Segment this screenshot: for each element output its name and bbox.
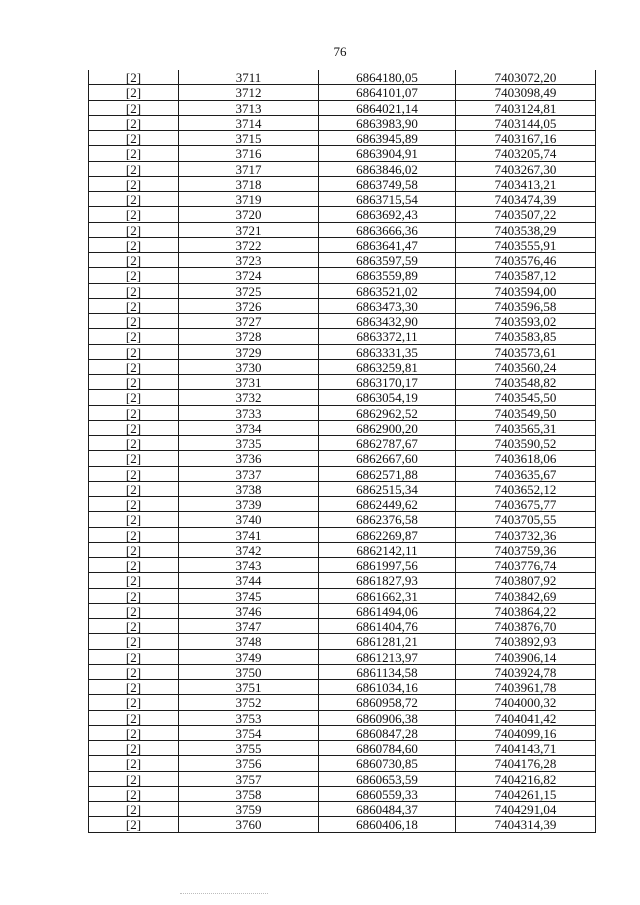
table-row [89, 253, 596, 268]
table-row [89, 604, 596, 619]
x-coordinate-cell: 6862142,11 [319, 543, 456, 557]
x-coordinate-cell: 6861997,56 [319, 558, 456, 572]
marker-cell: [2] [89, 162, 179, 176]
point-number-cell: 3746 [179, 604, 319, 618]
table-row [89, 360, 596, 375]
point-number-cell: 3729 [179, 345, 319, 359]
marker-cell: [2] [89, 436, 179, 450]
marker-cell: [2] [89, 756, 179, 770]
point-number-cell: 3747 [179, 619, 319, 633]
marker-cell: [2] [89, 268, 179, 282]
x-coordinate-cell: 6863641,47 [319, 238, 456, 252]
y-coordinate-cell: 7403776,74 [456, 558, 596, 572]
y-coordinate-cell: 7403961,78 [456, 680, 596, 694]
table-row [89, 116, 596, 131]
marker-cell: [2] [89, 512, 179, 526]
marker-cell: [2] [89, 772, 179, 786]
x-coordinate-cell: 6863749,58 [319, 177, 456, 191]
marker-cell: [2] [89, 253, 179, 267]
marker-cell: [2] [89, 345, 179, 359]
y-coordinate-cell: 7403474,39 [456, 192, 596, 206]
point-number-cell: 3760 [179, 817, 319, 831]
table-row [89, 680, 596, 695]
y-coordinate-cell: 7403594,00 [456, 284, 596, 298]
x-coordinate-cell: 6861494,06 [319, 604, 456, 618]
y-coordinate-cell: 7403759,36 [456, 543, 596, 557]
y-coordinate-cell: 7403593,02 [456, 314, 596, 328]
page-number: 76 [333, 44, 347, 59]
point-number-cell: 3715 [179, 131, 319, 145]
table-row [89, 756, 596, 771]
table-row [89, 512, 596, 527]
y-coordinate-cell: 7403573,61 [456, 345, 596, 359]
table-row [89, 223, 596, 238]
y-coordinate-cell: 7403548,82 [456, 375, 596, 389]
table-row [89, 772, 596, 787]
y-coordinate-cell: 7403576,46 [456, 253, 596, 267]
y-coordinate-cell: 7403892,93 [456, 634, 596, 648]
y-coordinate-cell: 7403864,22 [456, 604, 596, 618]
table-row [89, 619, 596, 634]
table-row [89, 345, 596, 360]
marker-cell: [2] [89, 390, 179, 404]
marker-cell: [2] [89, 543, 179, 557]
x-coordinate-cell: 6863521,02 [319, 284, 456, 298]
marker-cell: [2] [89, 680, 179, 694]
marker-cell: [2] [89, 558, 179, 572]
x-coordinate-cell: 6863559,89 [319, 268, 456, 282]
x-coordinate-cell: 6863170,17 [319, 375, 456, 389]
table-row [89, 329, 596, 344]
marker-cell: [2] [89, 497, 179, 511]
table-row [89, 238, 596, 253]
point-number-cell: 3717 [179, 162, 319, 176]
point-number-cell: 3736 [179, 451, 319, 465]
table-row [89, 192, 596, 207]
marker-cell: [2] [89, 329, 179, 343]
x-coordinate-cell: 6862900,20 [319, 421, 456, 435]
marker-cell: [2] [89, 85, 179, 99]
y-coordinate-cell: 7403652,12 [456, 482, 596, 496]
point-number-cell: 3752 [179, 695, 319, 709]
x-coordinate-cell: 6861034,16 [319, 680, 456, 694]
table-row [89, 131, 596, 146]
table-row [89, 650, 596, 665]
table-row [89, 558, 596, 573]
marker-cell: [2] [89, 314, 179, 328]
table-row [89, 421, 596, 436]
x-coordinate-cell: 6863666,36 [319, 223, 456, 237]
point-number-cell: 3754 [179, 726, 319, 740]
x-coordinate-cell: 6860958,72 [319, 695, 456, 709]
marker-cell: [2] [89, 695, 179, 709]
table-row [89, 787, 596, 802]
y-coordinate-cell: 7403842,69 [456, 589, 596, 603]
point-number-cell: 3738 [179, 482, 319, 496]
x-coordinate-cell: 6864101,07 [319, 85, 456, 99]
table-row [89, 741, 596, 756]
marker-cell: [2] [89, 604, 179, 618]
point-number-cell: 3714 [179, 116, 319, 130]
point-number-cell: 3731 [179, 375, 319, 389]
marker-cell: [2] [89, 116, 179, 130]
point-number-cell: 3753 [179, 711, 319, 725]
marker-cell: [2] [89, 711, 179, 725]
point-number-cell: 3712 [179, 85, 319, 99]
table-row [89, 817, 596, 832]
x-coordinate-cell: 6862269,87 [319, 528, 456, 542]
y-coordinate-cell: 7404099,16 [456, 726, 596, 740]
marker-cell: [2] [89, 375, 179, 389]
point-number-cell: 3734 [179, 421, 319, 435]
marker-cell: [2] [89, 573, 179, 587]
table-row [89, 467, 596, 482]
point-number-cell: 3755 [179, 741, 319, 755]
table-row [89, 436, 596, 451]
marker-cell: [2] [89, 146, 179, 160]
x-coordinate-cell: 6862571,88 [319, 467, 456, 481]
y-coordinate-cell: 7403635,67 [456, 467, 596, 481]
marker-cell: [2] [89, 192, 179, 206]
marker-cell: [2] [89, 634, 179, 648]
table-row [89, 177, 596, 192]
point-number-cell: 3713 [179, 101, 319, 115]
marker-cell: [2] [89, 421, 179, 435]
table-row [89, 207, 596, 222]
marker-cell: [2] [89, 207, 179, 221]
x-coordinate-cell: 6860406,18 [319, 817, 456, 831]
y-coordinate-cell: 7403549,50 [456, 406, 596, 420]
y-coordinate-cell: 7404314,39 [456, 817, 596, 831]
x-coordinate-cell: 6863904,91 [319, 146, 456, 160]
y-coordinate-cell: 7404291,04 [456, 802, 596, 816]
point-number-cell: 3751 [179, 680, 319, 694]
table-row [89, 589, 596, 604]
point-number-cell: 3758 [179, 787, 319, 801]
y-coordinate-cell: 7403906,14 [456, 650, 596, 664]
x-coordinate-cell: 6862787,67 [319, 436, 456, 450]
point-number-cell: 3725 [179, 284, 319, 298]
marker-cell: [2] [89, 101, 179, 115]
y-coordinate-cell: 7403583,85 [456, 329, 596, 343]
point-number-cell: 3728 [179, 329, 319, 343]
scan-artifact-line [180, 893, 268, 894]
table-row [89, 375, 596, 390]
table-row [89, 390, 596, 405]
table-row [89, 70, 596, 85]
y-coordinate-cell: 7403124,81 [456, 101, 596, 115]
point-number-cell: 3742 [179, 543, 319, 557]
x-coordinate-cell: 6862515,34 [319, 482, 456, 496]
x-coordinate-cell: 6863432,90 [319, 314, 456, 328]
x-coordinate-cell: 6863715,54 [319, 192, 456, 206]
x-coordinate-cell: 6863331,35 [319, 345, 456, 359]
point-number-cell: 3757 [179, 772, 319, 786]
coordinates-table [88, 70, 596, 833]
marker-cell: [2] [89, 284, 179, 298]
x-coordinate-cell: 6860784,60 [319, 741, 456, 755]
y-coordinate-cell: 7404216,82 [456, 772, 596, 786]
point-number-cell: 3739 [179, 497, 319, 511]
table-row [89, 299, 596, 314]
marker-cell: [2] [89, 619, 179, 633]
point-number-cell: 3750 [179, 665, 319, 679]
point-number-cell: 3711 [179, 70, 319, 84]
marker-cell: [2] [89, 802, 179, 816]
x-coordinate-cell: 6863983,90 [319, 116, 456, 130]
y-coordinate-cell: 7403413,21 [456, 177, 596, 191]
y-coordinate-cell: 7403732,36 [456, 528, 596, 542]
y-coordinate-cell: 7404176,28 [456, 756, 596, 770]
y-coordinate-cell: 7403618,06 [456, 451, 596, 465]
y-coordinate-cell: 7403205,74 [456, 146, 596, 160]
x-coordinate-cell: 6861662,31 [319, 589, 456, 603]
marker-cell: [2] [89, 451, 179, 465]
y-coordinate-cell: 7403072,20 [456, 70, 596, 84]
marker-cell: [2] [89, 817, 179, 831]
y-coordinate-cell: 7403267,30 [456, 162, 596, 176]
table-row [89, 543, 596, 558]
marker-cell: [2] [89, 665, 179, 679]
marker-cell: [2] [89, 70, 179, 84]
point-number-cell: 3748 [179, 634, 319, 648]
x-coordinate-cell: 6863846,02 [319, 162, 456, 176]
point-number-cell: 3741 [179, 528, 319, 542]
point-number-cell: 3730 [179, 360, 319, 374]
point-number-cell: 3759 [179, 802, 319, 816]
table-row [89, 573, 596, 588]
point-number-cell: 3745 [179, 589, 319, 603]
marker-cell: [2] [89, 238, 179, 252]
x-coordinate-cell: 6864021,14 [319, 101, 456, 115]
x-coordinate-cell: 6863597,59 [319, 253, 456, 267]
point-number-cell: 3743 [179, 558, 319, 572]
point-number-cell: 3740 [179, 512, 319, 526]
y-coordinate-cell: 7403807,92 [456, 573, 596, 587]
point-number-cell: 3719 [179, 192, 319, 206]
x-coordinate-cell: 6861404,76 [319, 619, 456, 633]
table-row [89, 497, 596, 512]
table-row [89, 528, 596, 543]
marker-cell: [2] [89, 589, 179, 603]
point-number-cell: 3733 [179, 406, 319, 420]
point-number-cell: 3744 [179, 573, 319, 587]
y-coordinate-cell: 7403924,78 [456, 665, 596, 679]
x-coordinate-cell: 6860653,59 [319, 772, 456, 786]
table-row [89, 314, 596, 329]
marker-cell: [2] [89, 467, 179, 481]
y-coordinate-cell: 7403590,52 [456, 436, 596, 450]
x-coordinate-cell: 6860906,38 [319, 711, 456, 725]
x-coordinate-cell: 6861281,21 [319, 634, 456, 648]
y-coordinate-cell: 7403587,12 [456, 268, 596, 282]
x-coordinate-cell: 6863473,30 [319, 299, 456, 313]
point-number-cell: 3727 [179, 314, 319, 328]
point-number-cell: 3732 [179, 390, 319, 404]
x-coordinate-cell: 6860484,37 [319, 802, 456, 816]
marker-cell: [2] [89, 650, 179, 664]
marker-cell: [2] [89, 223, 179, 237]
x-coordinate-cell: 6861827,93 [319, 573, 456, 587]
y-coordinate-cell: 7403144,05 [456, 116, 596, 130]
y-coordinate-cell: 7403876,70 [456, 619, 596, 633]
table-row [89, 406, 596, 421]
point-number-cell: 3723 [179, 253, 319, 267]
y-coordinate-cell: 7403545,50 [456, 390, 596, 404]
y-coordinate-cell: 7403098,49 [456, 85, 596, 99]
table-row [89, 284, 596, 299]
point-number-cell: 3718 [179, 177, 319, 191]
marker-cell: [2] [89, 741, 179, 755]
y-coordinate-cell: 7403538,29 [456, 223, 596, 237]
x-coordinate-cell: 6863054,19 [319, 390, 456, 404]
point-number-cell: 3756 [179, 756, 319, 770]
x-coordinate-cell: 6863945,89 [319, 131, 456, 145]
y-coordinate-cell: 7404261,15 [456, 787, 596, 801]
x-coordinate-cell: 6862667,60 [319, 451, 456, 465]
x-coordinate-cell: 6864180,05 [319, 70, 456, 84]
x-coordinate-cell: 6860559,33 [319, 787, 456, 801]
marker-cell: [2] [89, 787, 179, 801]
point-number-cell: 3724 [179, 268, 319, 282]
table-row [89, 726, 596, 741]
x-coordinate-cell: 6862449,62 [319, 497, 456, 511]
y-coordinate-cell: 7403565,31 [456, 421, 596, 435]
x-coordinate-cell: 6863692,43 [319, 207, 456, 221]
y-coordinate-cell: 7404143,71 [456, 741, 596, 755]
point-number-cell: 3726 [179, 299, 319, 313]
y-coordinate-cell: 7403507,22 [456, 207, 596, 221]
table-row [89, 695, 596, 710]
x-coordinate-cell: 6863372,11 [319, 329, 456, 343]
marker-cell: [2] [89, 131, 179, 145]
table-row [89, 146, 596, 161]
table-row [89, 482, 596, 497]
table-row [89, 162, 596, 177]
marker-cell: [2] [89, 726, 179, 740]
marker-cell: [2] [89, 482, 179, 496]
point-number-cell: 3749 [179, 650, 319, 664]
x-coordinate-cell: 6861213,97 [319, 650, 456, 664]
x-coordinate-cell: 6860847,28 [319, 726, 456, 740]
x-coordinate-cell: 6863259,81 [319, 360, 456, 374]
marker-cell: [2] [89, 299, 179, 313]
point-number-cell: 3735 [179, 436, 319, 450]
y-coordinate-cell: 7403596,58 [456, 299, 596, 313]
y-coordinate-cell: 7403555,91 [456, 238, 596, 252]
table-row [89, 711, 596, 726]
x-coordinate-cell: 6860730,85 [319, 756, 456, 770]
marker-cell: [2] [89, 177, 179, 191]
y-coordinate-cell: 7403675,77 [456, 497, 596, 511]
y-coordinate-cell: 7404041,42 [456, 711, 596, 725]
table-row [89, 451, 596, 466]
y-coordinate-cell: 7403167,16 [456, 131, 596, 145]
y-coordinate-cell: 7403560,24 [456, 360, 596, 374]
y-coordinate-cell: 7404000,32 [456, 695, 596, 709]
point-number-cell: 3721 [179, 223, 319, 237]
marker-cell: [2] [89, 406, 179, 420]
x-coordinate-cell: 6862962,52 [319, 406, 456, 420]
marker-cell: [2] [89, 360, 179, 374]
table-row [89, 665, 596, 680]
point-number-cell: 3737 [179, 467, 319, 481]
marker-cell: [2] [89, 528, 179, 542]
y-coordinate-cell: 7403705,55 [456, 512, 596, 526]
table-row [89, 85, 596, 100]
table-row [89, 634, 596, 649]
x-coordinate-cell: 6862376,58 [319, 512, 456, 526]
table-row [89, 268, 596, 283]
point-number-cell: 3722 [179, 238, 319, 252]
point-number-cell: 3716 [179, 146, 319, 160]
table-row [89, 101, 596, 116]
point-number-cell: 3720 [179, 207, 319, 221]
x-coordinate-cell: 6861134,58 [319, 665, 456, 679]
table-row [89, 802, 596, 817]
